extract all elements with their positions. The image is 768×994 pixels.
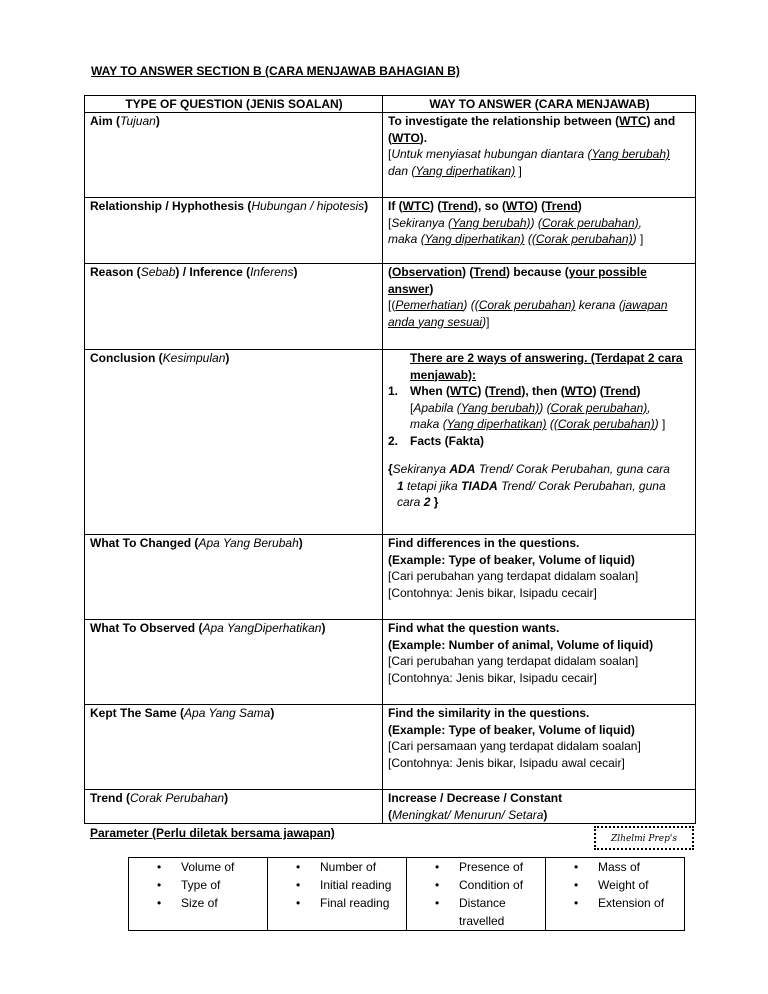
question-conclusion: Conclusion (Kesimpulan) <box>85 350 383 535</box>
parameter-column-2 <box>268 858 407 931</box>
list-item: • Size of <box>129 894 267 912</box>
question-what-observed: What To Observed (Apa YangDiperhatikan) <box>85 620 383 705</box>
answer-guide-table <box>84 95 696 824</box>
question-kept-same: Kept The Same (Apa Yang Sama) <box>85 705 383 790</box>
table-row-hypothesis <box>85 198 696 264</box>
answer-trend: Increase / Decrease / Constant (Meningkat/ Menurun/ Setara) <box>383 790 696 824</box>
list-item: • Condition of <box>407 876 545 894</box>
list-item: • Type of <box>129 876 267 894</box>
question-hypothesis: Relationship / Hyphothesis (Hubungan / hipotesis) <box>85 198 383 264</box>
answer-what-changed: Find differences in the questions. (Example: Type of beaker, Volume of liquid) [Cari perubahan yang terdapat didalam soalan] [Contohnya: Jenis bikar, Isipadu cecair] <box>383 535 696 620</box>
answer-aim: To investigate the relationship between (WTC) and (WTO). [Untuk menyiasat hubungan diantara (Yang berubah) dan (Yang diperhatikan) ] <box>383 113 696 198</box>
question-what-changed: What To Changed (Apa Yang Berubah) <box>85 535 383 620</box>
list-item: • Initial reading <box>268 876 406 894</box>
list-item: • Number of <box>268 858 406 876</box>
answer-kept-same: Find the similarity in the questions. (Example: Type of beaker, Volume of liquid) [Cari persamaan yang terdapat didalam soalan] [Contohnya: Jenis bikar, Isipadu awal cecair] <box>383 705 696 790</box>
table-row-reason <box>85 264 696 350</box>
answer-reason: (Observation) (Trend) because (your possible answer) [(Pemerhatian) ((Corak perubahan) kerana (jawapan anda yang sesuai)] <box>383 264 696 350</box>
table-row-trend <box>85 790 696 824</box>
table-header-row <box>85 96 696 113</box>
question-reason: Reason (Sebab) / Inference (Inferens) <box>85 264 383 350</box>
answer-what-observed: Find what the question wants. (Example: Number of animal, Volume of liquid) [Cari perubahan yang terdapat didalam soalan] [Contohnya: Jenis bikar, Isipadu cecair] <box>383 620 696 705</box>
list-item: • Extension of <box>546 894 684 912</box>
list-item: 1. When (WTC) (Trend), then (WTO) (Trend) [Apabila (Yang berubah)) (Corak perubahan), maka (Yang diperhatikan) ((Corak perubahan)) ] <box>388 384 666 431</box>
table-row-aim <box>85 113 696 198</box>
signature-stamp: Zlhelmi Prep's <box>594 826 694 850</box>
list-item: • Volume of <box>129 858 267 876</box>
parameter-table <box>128 857 685 931</box>
question-aim: Aim (Tujuan) <box>85 113 383 198</box>
list-item: • Presence of <box>407 858 545 876</box>
answer-hypothesis: If (WTC) (Trend), so (WTO) (Trend) [Sekiranya (Yang berubah)) (Corak perubahan), maka (Yang diperhatikan) ((Corak perubahan)) ] <box>383 198 696 264</box>
table-row-what-changed <box>85 535 696 620</box>
header-way-to-answer: WAY TO ANSWER (CARA MENJAWAB) <box>383 96 696 113</box>
table-row <box>129 858 685 931</box>
table-row-kept-same <box>85 705 696 790</box>
table-row-conclusion <box>85 350 696 535</box>
list-item: • Distance travelled <box>407 894 545 930</box>
list-item: 2. Facts (Fakta) <box>388 433 485 448</box>
table-row-what-observed <box>85 620 696 705</box>
conclusion-note: {Sekiranya ADA Trend/ Corak Perubahan, guna cara 1 tetapi jika TIADA Trend/ Corak Perubahan, guna cara 2 } <box>388 462 670 509</box>
page-title: WAY TO ANSWER SECTION B (CARA MENJAWAB BAHAGIAN B) <box>91 64 460 78</box>
parameter-column-3 <box>407 858 546 931</box>
header-question-type: TYPE OF QUESTION (JENIS SOALAN) <box>85 96 383 113</box>
list-item: • Final reading <box>268 894 406 912</box>
list-item: • Weight of <box>546 876 684 894</box>
parameter-column-1 <box>129 858 268 931</box>
list-item: • Mass of <box>546 858 684 876</box>
parameter-column-4 <box>546 858 685 931</box>
question-trend: Trend (Corak Perubahan) <box>85 790 383 824</box>
parameter-title: Parameter (Perlu diletak bersama jawapan) <box>90 826 335 840</box>
answer-conclusion: There are 2 ways of answering. (Terdapat 2 cara menjawab): 1. When (WTC) (Trend), then (WTO) (Trend) [Apabila (Yang berubah)) (Corak perubahan), maka (Yang diperhatikan) ((Corak perubahan)) ] 2. Facts (Fakta) {Sekiranya ADA Trend/ Corak Perubahan, guna cara 1 tetapi jika TIADA Trend/ Corak Perubahan, guna cara 2 } <box>383 350 696 535</box>
conclusion-ways-list <box>388 383 691 449</box>
